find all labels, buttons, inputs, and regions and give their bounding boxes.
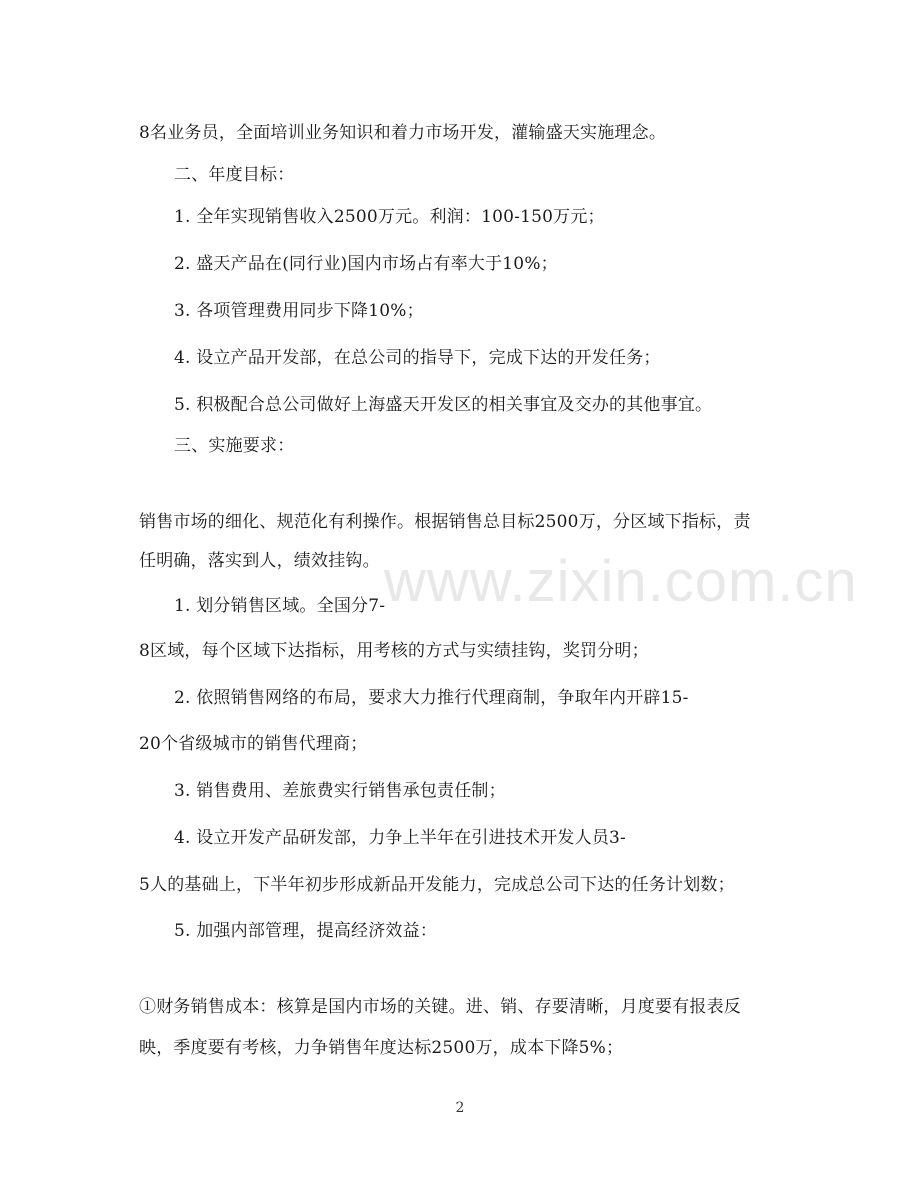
- paragraph-line: 8区域，每个区域下达指标，用考核的方式与实绩挂钩，奖罚分明；: [139, 641, 649, 661]
- list-item: 5. 加强内部管理，提高经济效益：: [174, 921, 438, 941]
- page-number: 2: [455, 1100, 465, 1116]
- paragraph-line: 销售市场的细化、规范化有利操作。根据销售总目标2500万，分区域下指标，责: [139, 512, 751, 532]
- paragraph-line: 5人的基础上，下半年初步形成新品开发能力，完成总公司下达的任务计划数；: [139, 875, 735, 895]
- list-item: 3. 销售费用、差旅费实行销售承包责任制；: [174, 781, 506, 801]
- list-item: 1. 全年实现销售收入2500万元。利润：100-150万元；: [174, 207, 605, 227]
- section-heading: 三、实施要求：: [174, 436, 295, 456]
- list-item: 4. 设立产品开发部，在总公司的指导下，完成下达的开发任务；: [174, 348, 661, 368]
- list-item: 1. 划分销售区域。全国分7-: [174, 596, 386, 616]
- paragraph-line: ①财务销售成本：核算是国内市场的关键。进、销、存要清晰，月度要有报表反: [139, 997, 741, 1017]
- paragraph-line: 20个省级城市的销售代理商；: [139, 734, 368, 754]
- list-item: 5. 积极配合总公司做好上海盛天开发区的相关事宜及交办的其他事宜。: [174, 395, 713, 415]
- list-item: 3. 各项管理费用同步下降10%；: [174, 301, 424, 321]
- paragraph-line: 映，季度要有考核，力争销售年度达标2500万，成本下降5%；: [139, 1038, 624, 1058]
- paragraph-line: 任明确，落实到人，绩效挂钩。: [139, 551, 380, 571]
- paragraph-line: 8名业务员，全面培训业务知识和着力市场开发，灌输盛天实施理念。: [139, 123, 667, 143]
- list-item: 2. 依照销售网络的布局，要求大力推行代理商制，争取年内开辟15-: [174, 688, 689, 708]
- list-item: 2. 盛天产品在(同行业)国内市场占有率大于10%；: [174, 254, 558, 274]
- watermark: www.zixin.com.cn: [384, 549, 858, 614]
- list-item: 4. 设立开发产品研发部，力争上半年在引进技术开发人员3-: [174, 828, 626, 848]
- section-heading: 二、年度目标：: [174, 165, 295, 185]
